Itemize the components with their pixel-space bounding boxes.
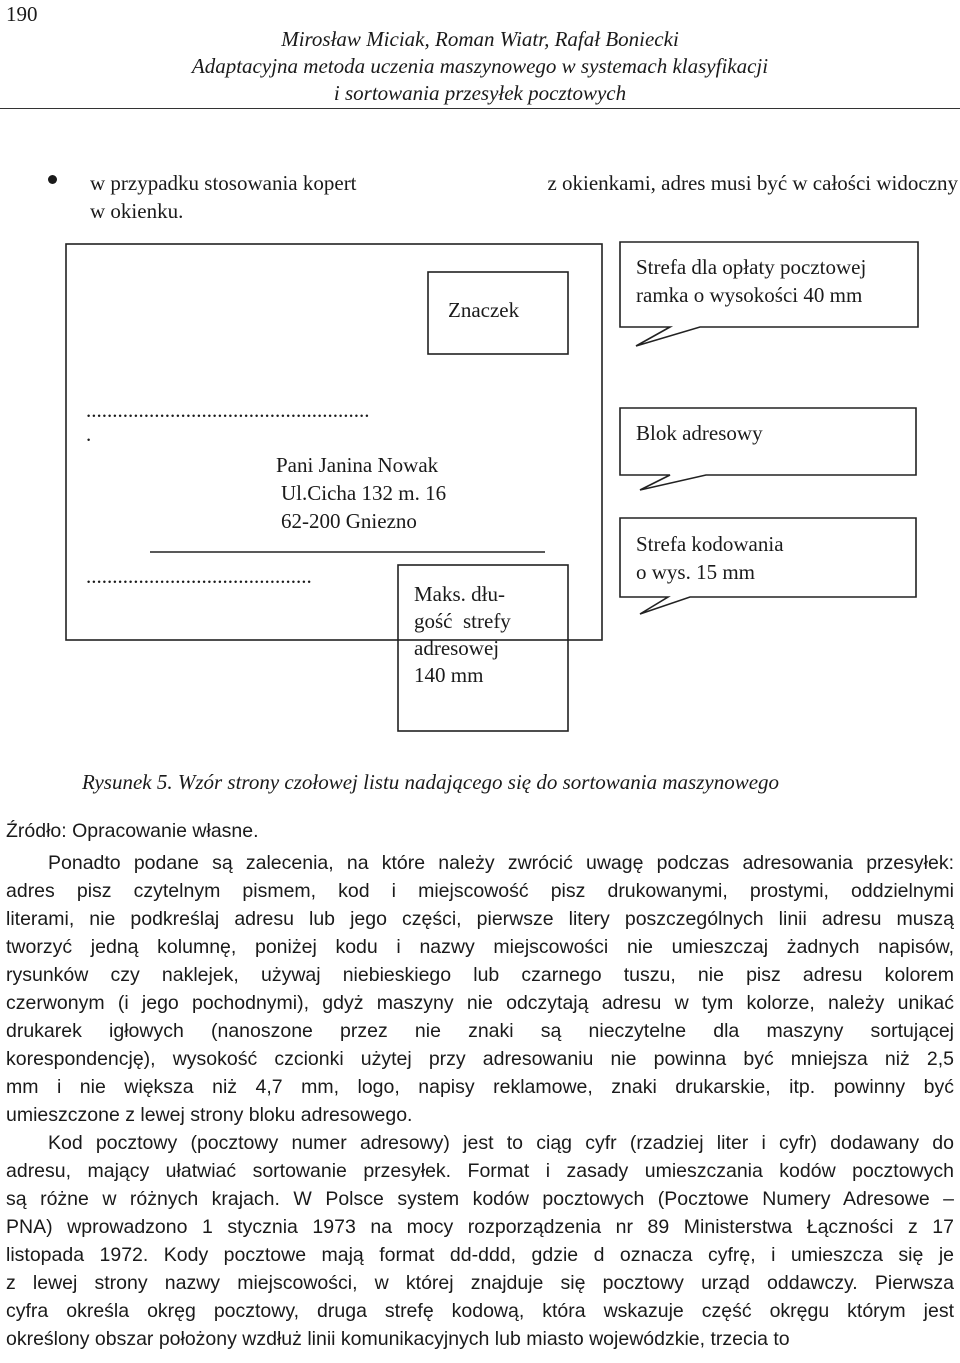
body-line: czerwonym (i jego pochodnymi), gdyż maszyny nie odczytają adresu w tym kolorze, należy unikać — [6, 992, 954, 1014]
body-line: umieszczone z lewej strony bloku adresowego. — [6, 1104, 413, 1126]
bullet-line1-left: w przypadku stosowania kopert — [90, 171, 357, 195]
body-line: są różne w różnych krajach. W Polsce system kodów pocztowych (Pocztowe Numery Adresowe – — [6, 1188, 954, 1210]
body-line: listopada 1972. Kody pocztowe mają format dd-ddd, gdzie d oznacza cyfrę, i umieszcza się je — [6, 1244, 954, 1266]
stamp-label: Znaczek — [448, 298, 520, 322]
coding-zone-line1: Strefa kodowania — [636, 532, 784, 556]
body-line: rysunków czy naklejek, używaj niebieskiego lub czarnego tuszu, nie pisz adresu kolorem — [6, 964, 954, 986]
max-length-line4: 140 mm — [414, 663, 484, 687]
address-block-label: Blok adresowy — [636, 421, 763, 445]
paragraph-1 — [6, 849, 954, 1129]
body-line: korespondencję), wysokość czcionki użytej przy adresowaniu nie powinna być mniejsza niż 2,5 — [6, 1048, 954, 1070]
paragraph-2 — [6, 1129, 954, 1353]
dots-bottom: ........................................... — [86, 564, 312, 588]
bullet-line2: w okienku. — [90, 199, 184, 223]
body-line: Kod pocztowy (pocztowy numer adresowy) jest to ciąg cyfr (rzadziej liter i cyfr) dodawany do — [48, 1132, 954, 1154]
body-line: adresu, mający ułatwiać sortowanie przesyłek. Format i zasady umieszczania kodów pocztowych — [6, 1160, 954, 1182]
recipient-city: 62-200 Gniezno — [281, 509, 417, 533]
recipient-name: Pani Janina Nowak — [276, 453, 439, 477]
body-line: tworzyć jedną kolumnę, poniżej kodu i nazwy miejscowości nie umieszczaj żadnych napisów, — [6, 936, 954, 958]
body-line: z lewej strony nazwy miejscowości, w której znajduje się pocztowy urząd oddawczy. Pierwsza — [6, 1272, 954, 1294]
body-line: PNA) wprowadzono 1 stycznia 1973 na mocy rozporządzenia nr 89 Ministerstwa Łączności z 17 — [6, 1216, 954, 1238]
fee-zone-line1: Strefa dla opłaty pocztowej — [636, 255, 867, 279]
coding-zone-line2: o wys. 15 mm — [636, 560, 756, 584]
page-number: 190 — [6, 2, 38, 26]
body-line: określony obszar położony wzdłuż linii komunikacyjnych lub miasto wojewódzkie, trzecia to — [6, 1328, 790, 1350]
max-length-line2: gość strefy — [414, 609, 511, 633]
max-length-line3: adresowej — [414, 636, 500, 660]
bullet-line1-right: z okienkami, adres musi być w całości widoczny — [547, 171, 958, 195]
dots-top-end: . — [86, 422, 92, 446]
header-title-line1: Adaptacyjna metoda uczenia maszynowego w systemach klasyfikacji — [191, 54, 769, 78]
body-line: Ponadto podane są zalecenia, na które należy zwrócić uwagę podczas adresowania przesyłek: — [48, 852, 954, 874]
body-line: mm i nie większa niż 4,7 mm, logo, napisy reklamowe, znaki drukarskie, itp. powinny być — [6, 1076, 954, 1098]
recipient-street: Ul.Cicha 132 m. 16 — [281, 481, 447, 505]
max-length-line1: Maks. dłu- — [414, 582, 505, 606]
body-line: drukarek igłowych (nanoszone przez nie znaki są nieczytelne dla maszyny sortującej — [6, 1020, 954, 1042]
header-title-line2: i sortowania przesyłek pocztowych — [333, 81, 627, 105]
body-line: cyfra określa okręg pocztowy, druga strefę kodową, która wskazuje część okręgu którym jest — [6, 1300, 954, 1322]
figure-source: Źródło: Opracowanie własne. — [6, 820, 259, 842]
dots-top: ...................................................... — [86, 398, 370, 422]
body-line: literami, nie podkreślaj adresu lub jego części, pierwsze litery poszczególnych linii adresu muszą — [6, 908, 954, 930]
fee-zone-line2: ramka o wysokości 40 mm — [636, 283, 863, 307]
body-line: adres pisz czytelnym pismem, kod i miejscowość pisz drukowanymi, prostymi, oddzielnymi — [6, 880, 954, 902]
header-authors: Mirosław Miciak, Roman Wiatr, Rafał Boniecki — [281, 27, 679, 51]
figure-caption: Rysunek 5. Wzór strony czołowej listu nadającego się do sortowania maszynowego — [82, 770, 780, 794]
